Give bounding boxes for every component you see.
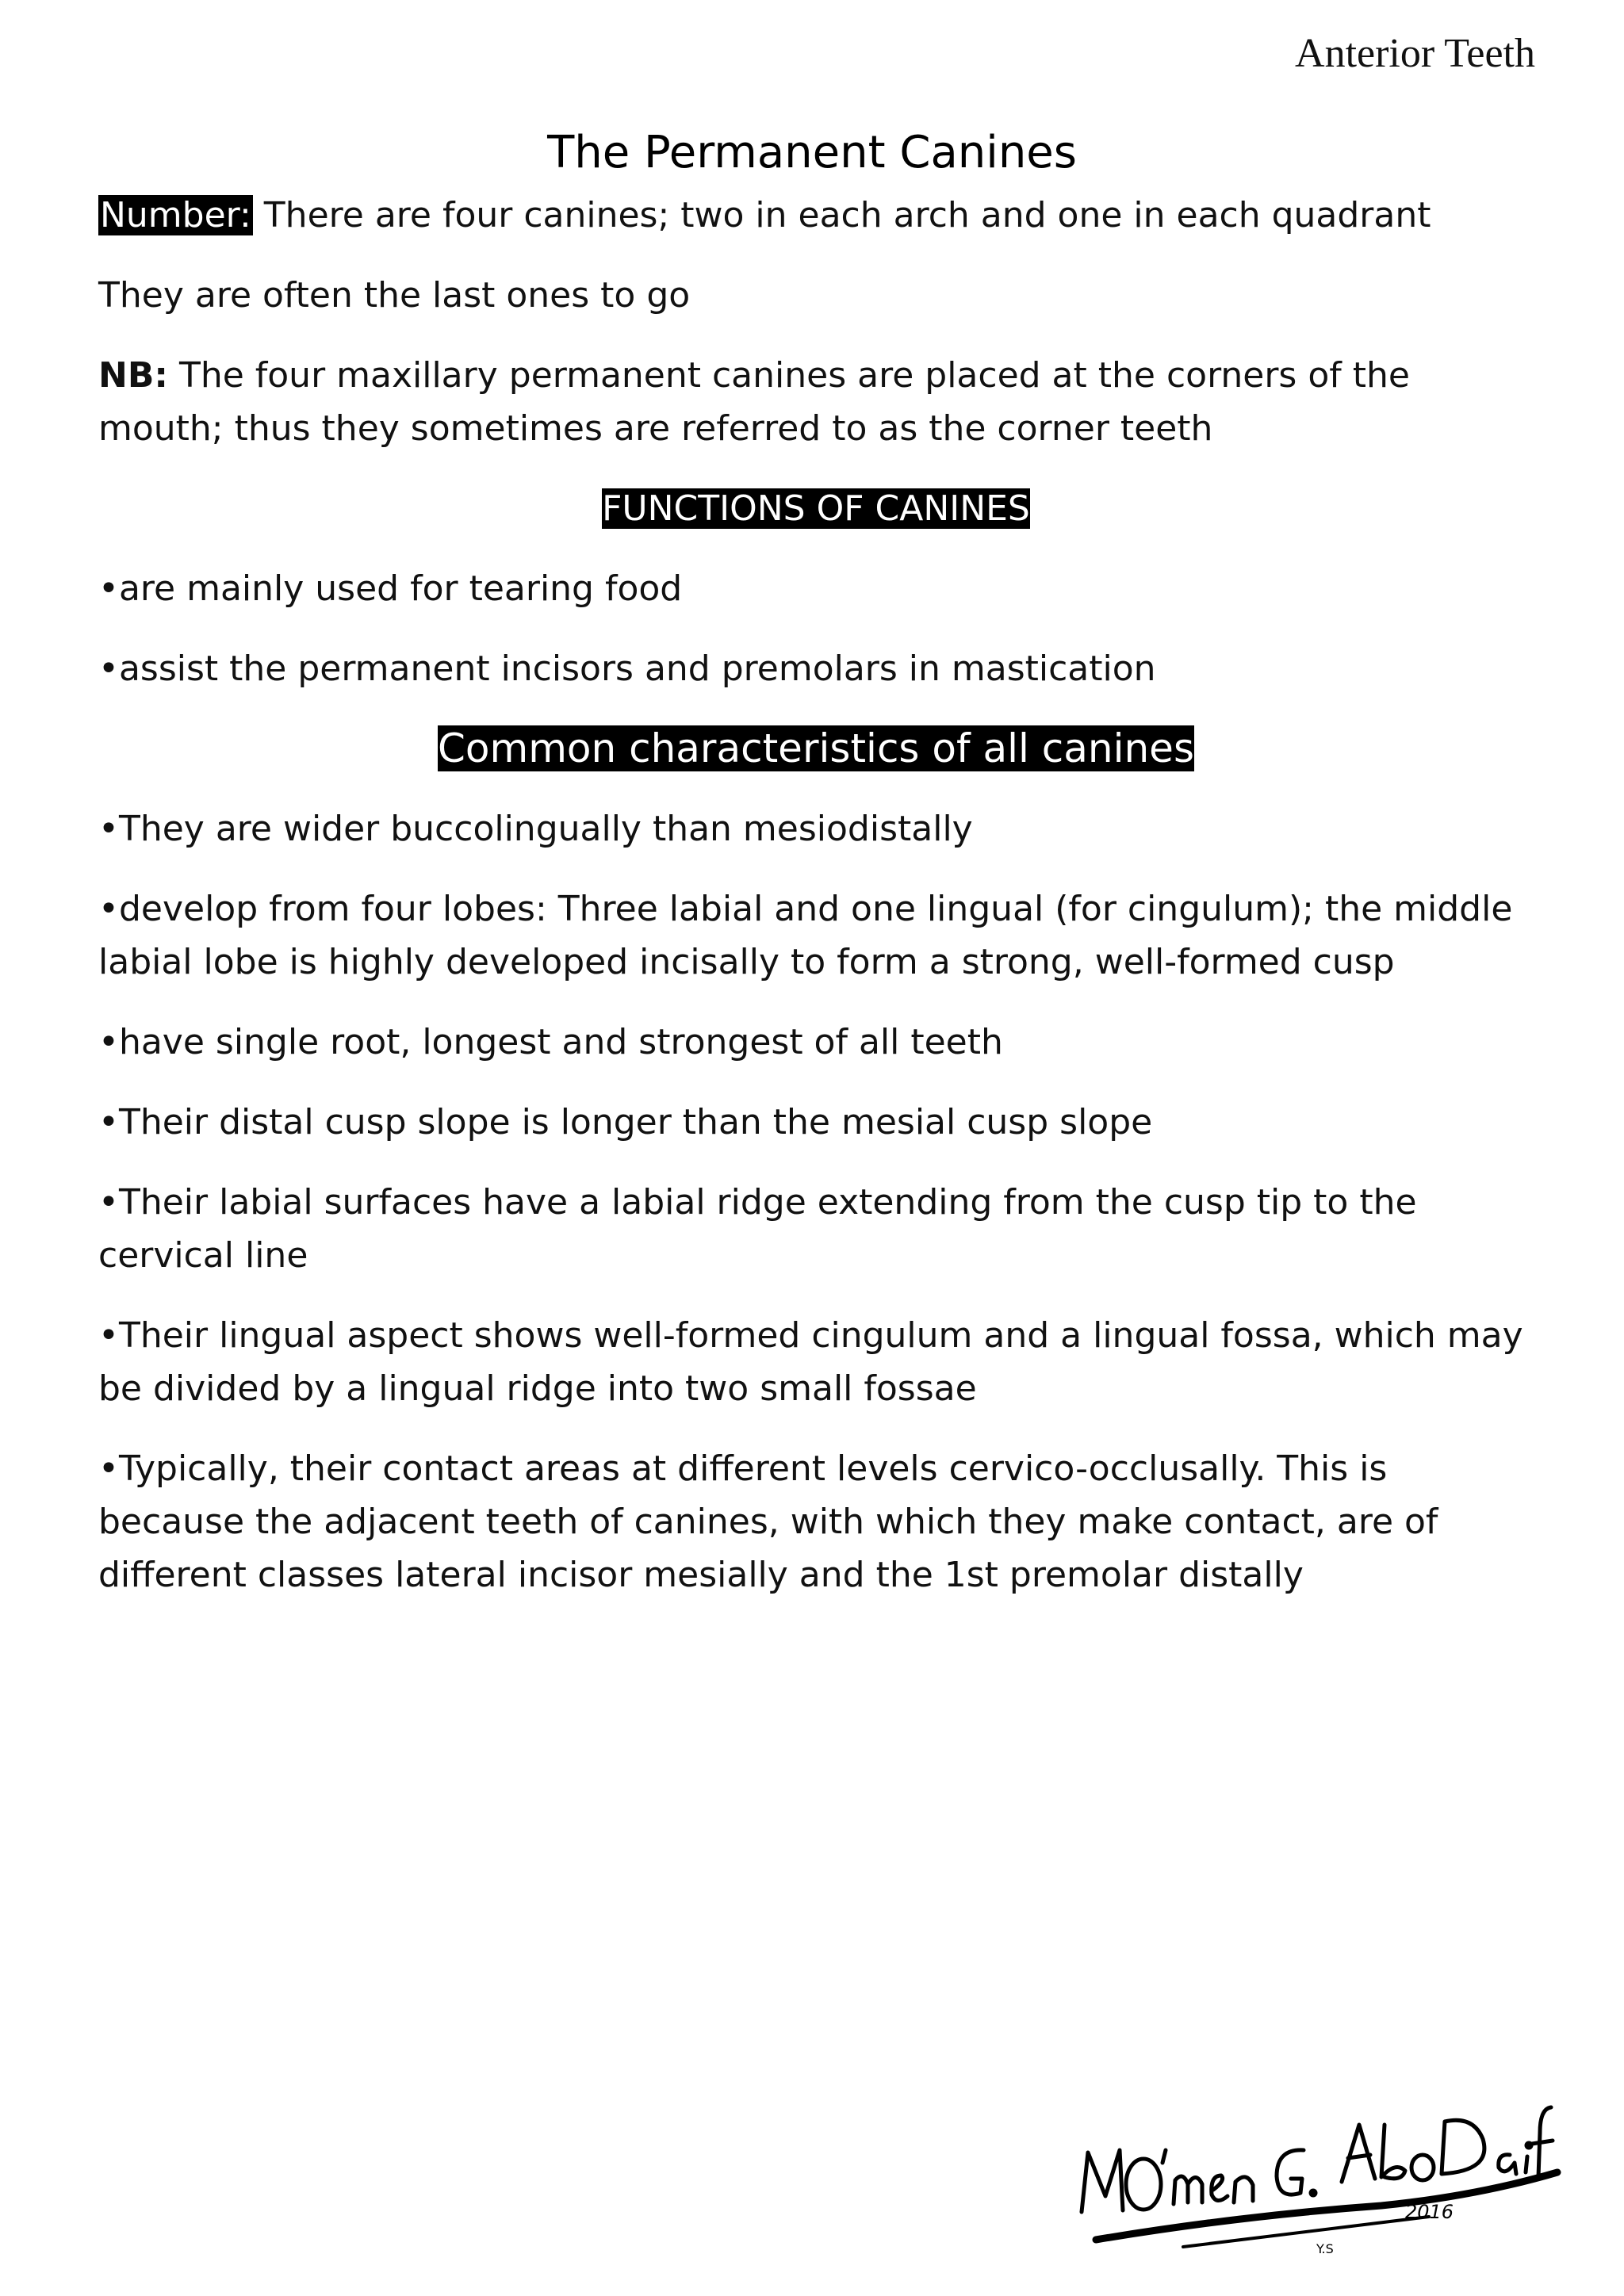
common-heading-line — [98, 722, 1534, 775]
number-text: There are four canines; two in each arch and one in each quadrant — [252, 195, 1431, 235]
common-item: •Their distal cusp slope is longer than the mesial cusp slope — [98, 1102, 1153, 1142]
last-to-go-paragraph: They are often the last ones to go — [98, 275, 691, 316]
svg-text:Y.S: Y.S — [1316, 2241, 1334, 2256]
functions-item: •assist the permanent incisors and premolars in mastication — [98, 649, 1156, 689]
page-title: The Permanent Canines — [547, 126, 1077, 178]
functions-heading: FUNCTIONS OF CANINES — [602, 488, 1030, 529]
nb-label: NB: — [98, 355, 168, 396]
common-item: •develop from four lobes: Three labial and one lingual (for cingulum); the middle labial lobe is highly developed incisally to form a strong, well-formed cusp — [98, 889, 1513, 982]
document-body — [98, 189, 1534, 1628]
author-signature — [1064, 2077, 1572, 2260]
number-label: Number: — [100, 195, 251, 235]
nb-paragraph — [98, 349, 1534, 455]
common-heading: Common characteristics of all canines — [437, 725, 1194, 771]
functions-item: •are mainly used for tearing food — [98, 568, 683, 609]
section-header: Anterior Teeth — [1295, 31, 1535, 76]
number-paragraph — [98, 189, 1534, 242]
common-item: •They are wider buccolingually than mesiodistally — [98, 809, 973, 849]
common-item: •Typically, their contact areas at different levels cervico-occlusally. This is because the adjacent teeth of canines, with which they make contact, are of different classes lateral incisor mesially and the 1st premolar distally — [98, 1448, 1438, 1595]
svg-text:2016: 2016 — [1405, 2201, 1454, 2223]
common-item: •Their labial surfaces have a labial ridge extending from the cusp tip to the cervical line — [98, 1182, 1417, 1276]
functions-heading-line — [98, 482, 1534, 535]
common-item: •Their lingual aspect shows well-formed cingulum and a lingual fossa, which may be divided by a lingual ridge into two small fossae — [98, 1315, 1523, 1409]
nb-text: The four maxillary permanent canines are placed at the corners of the mouth; thus they sometimes are referred to as the corner teeth — [98, 355, 1410, 449]
common-item: •have single root, longest and strongest of all teeth — [98, 1022, 1003, 1062]
